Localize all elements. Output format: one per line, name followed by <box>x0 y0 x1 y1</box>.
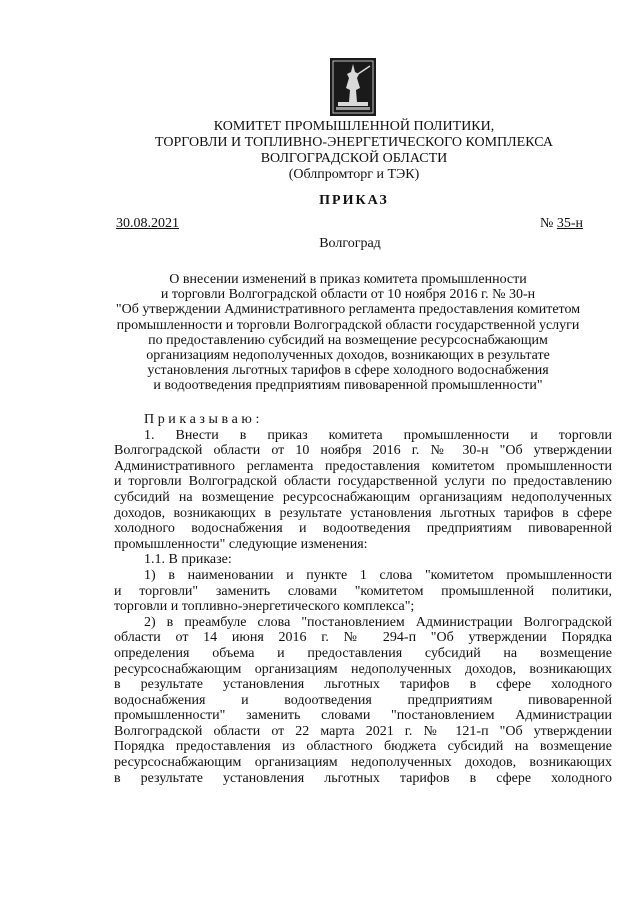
body-line: области от 14 июня 2016 г. № 294-п "Об утверждении Порядка <box>114 630 612 646</box>
body-line: определения объема и предоставления субсидий на возмещение <box>114 645 612 661</box>
body-line: Административного регламента предоставления комитетом промышленности <box>114 458 612 474</box>
org-name-line-3: ВОЛГОГРАДСКОЙ ОБЛАСТИ <box>260 151 448 166</box>
body-line: доходов, возникающих в результате установления льготных тарифов в сфере <box>114 505 612 521</box>
subject-line: "Об утверждении Административного регламента предоставления комитетом <box>115 302 581 318</box>
document-city: Волгоград <box>319 236 381 251</box>
body-line: ресурсоснабжающим организациям недополученных доходов, возникающих <box>114 755 612 771</box>
number-sign: № <box>540 216 554 231</box>
body-line: 2) в преамбуле слова "постановлением Администрации Волгоградской <box>144 614 612 630</box>
number-value: 35-н <box>556 216 584 231</box>
body-line: 1.1. В приказе: <box>144 552 232 568</box>
document-subject <box>84 272 612 394</box>
subject-line: по предоставлению субсидий на возмещение ресурсоснабжающим <box>148 332 548 348</box>
body-line: промышленности" следующие изменения: <box>114 536 368 552</box>
subject-line: промышленности и торговли Волгоградской области государственной услуги <box>116 317 580 333</box>
org-name-line-1: КОМИТЕТ ПРОМЫШЛЕННОЙ ПОЛИТИКИ, <box>213 119 495 134</box>
document-number <box>540 216 583 232</box>
body-line: в результате установления льготных тарифов в сфере холодного <box>114 677 612 693</box>
subject-line: организациям недополученных доходов, возникающих в результате <box>146 348 550 364</box>
volgograd-coat-of-arms-icon <box>330 58 376 116</box>
body-line: 1. Внести в приказ комитета промышленности и торговли <box>144 427 612 443</box>
body-line: промышленности" заменить словами "постановлением Администрации <box>114 708 612 724</box>
org-abbreviation: (Облпромторг и ТЭК) <box>288 167 420 182</box>
body-line: Волгоградской области от 22 марта 2021 г. № 121-п "Об утверждении <box>114 723 612 739</box>
body-line: и торговли" заменить словами "комитетом промышленной политики, <box>114 583 612 599</box>
body-line: ресурсоснабжающим организациям недополученных доходов, возникающих <box>114 661 612 677</box>
body-line: Волгоградской области от 10 ноября 2016 г. № 30-н "Об утверждении <box>114 443 612 459</box>
body-line: Порядка предоставления из областного бюджета субсидий на возмещение <box>114 739 612 755</box>
subject-line: О внесении изменений в приказ комитета промышленности <box>169 272 527 287</box>
body-line: водоснабжения и водоотведения предприятиям пивоваренной <box>114 692 612 708</box>
order-heading: Приказываю: <box>144 412 263 427</box>
org-name-line-2: ТОРГОВЛИ И ТОПЛИВНО-ЭНЕРГЕТИЧЕСКОГО КОМПЛЕКСА <box>155 135 553 150</box>
document-body <box>114 412 612 786</box>
body-line: холодного водоснабжения и водоотведения предприятиям пивоваренной <box>114 521 612 537</box>
body-text <box>114 428 612 787</box>
document-date: 30.08.2021 <box>116 216 179 231</box>
document-type: ПРИКАЗ <box>319 193 389 208</box>
subject-line: установления льготных тарифов в сфере холодного водоснабжения <box>147 363 549 379</box>
body-line: и торговли Волгоградской области государственной услуги по предоставлению <box>114 474 612 490</box>
body-line: в результате установления льготных тарифов в сфере холодного <box>114 770 612 786</box>
subject-line: и водоотведения предприятиям пивоваренной промышленности" <box>153 378 543 394</box>
subject-line: и торговли Волгоградской области от 10 ноября 2016 г. № 30-н <box>160 287 536 303</box>
body-line: торговли и топливно-энергетического комплекса"; <box>114 599 415 615</box>
body-line: субсидий на возмещение ресурсоснабжающим организациям недополученных <box>114 489 612 505</box>
body-line: 1) в наименовании и пункте 1 слова "комитетом промышленности <box>144 567 612 583</box>
